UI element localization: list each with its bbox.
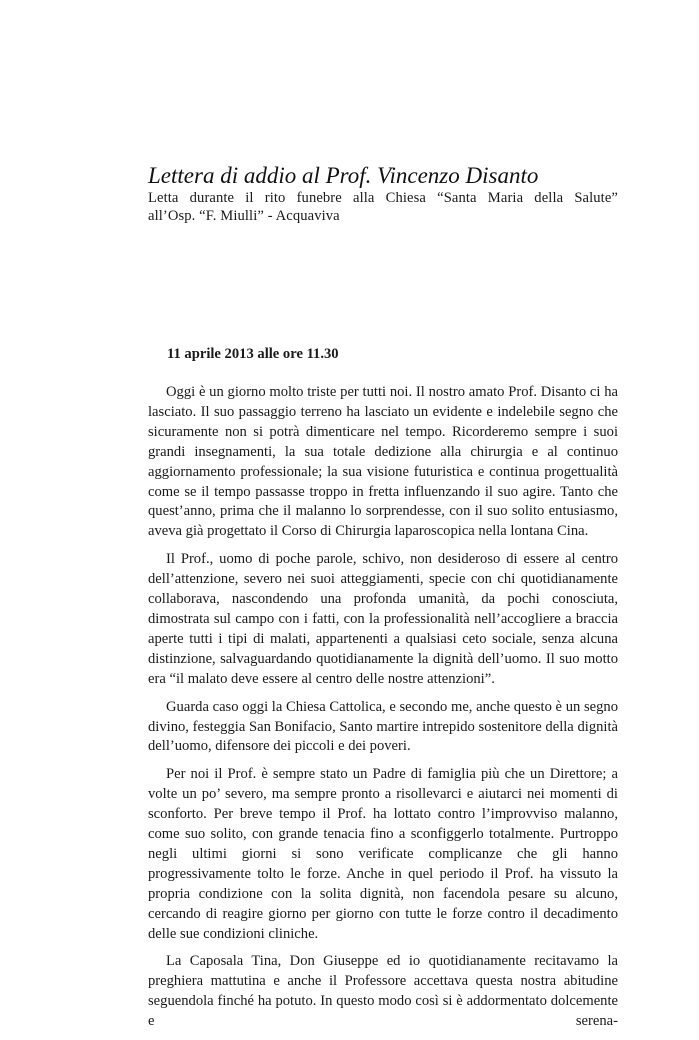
paragraph-4: Per noi il Prof. è sempre stato un Padre di famiglia più che un Direttore; a volte un po’ severo, ma sempre pronto a risollevarci e aiutarci nei momenti di sconforto. Per breve tempo il Prof. ha lottato contro l’improvviso malanno, come suo solito, con grande tenacia fino a sconfiggerlo totalmente. Purtroppo negli ultimi giorni si sono verificate complicanze che gli hanno progressivamente tolto le forze. Anche in quel periodo il Prof. ha vissuto la propria condizione con la solita dignità, non facendola pesare su alcuno, cercando di reagire giorno per giorno con tutte le forze contro il decadimento delle sue condizioni cliniche. (148, 766, 618, 942)
subtitle-line-2: all’Osp. “F. Miulli” - Acquaviva (148, 208, 340, 224)
paragraph-1: Oggi è un giorno molto triste per tutti noi. Il nostro amato Prof. Disanto ci ha lasciato. Il suo passaggio terreno ha lasciato un evidente e indelebile segno che sicuramente non si potrà dimenticare nel tempo. Ricorderemo sempre i suoi grandi insegnamenti, la sua totale dedizione alla chirurgia e al continuo aggiornamento professionale; la sua visione futuristica e continua progettualità come se il tempo passasse troppo in fretta influenzando il suo agire. Tanto che quest’anno, prima che il malanno lo sorprendesse, con il suo solito entusiasmo, aveva già progettato il Corso di Chirurgia laparoscopica nella lontana Cina. (148, 384, 618, 540)
document-subtitle (148, 189, 618, 225)
paragraph-3: Guarda caso oggi la Chiesa Cattolica, e secondo me, anche questo è un segno divino, festeggia San Bonifacio, Santo martire intrepido sostenitore della dignità dell’uomo, difensore dei piccoli e dei poveri. (148, 698, 618, 755)
document-title: Lettera di addio al Prof. Vincenzo Disanto (148, 163, 539, 188)
letter-body (148, 383, 618, 1040)
subtitle-line-1: Letta durante il rito funebre alla Chiesa “Santa Maria della Salute” (148, 190, 618, 206)
document-date: 11 aprile 2013 alle ore 11.30 (167, 346, 339, 362)
paragraph-5: La Caposala Tina, Don Giuseppe ed io quotidianamente recitavamo la preghiera mattutina e anche il Professore accettava questa nostra abitudine seguendola finché ha potuto. In questo modo così si è addormentato dolcemente e serena- (148, 953, 618, 1030)
paragraph-2: Il Prof., uomo di poche parole, schivo, non desideroso di essere al centro dell’attenzione, severo nei suoi atteggiamenti, specie con chi quotidianamente collaborava, nascondendo una profonda umanità, da pochi conosciuta, dimostrata sul campo con i fatti, con la professionalità nell’accogliere a braccia aperte tutti i tipi di malati, appartenenti a qualsiasi ceto sociale, senza alcuna distinzione, salvaguardando quotidianamente la dignità dell’uomo. Il suo motto era “il malato deve essere al centro delle nostre attenzioni”. (148, 551, 618, 687)
